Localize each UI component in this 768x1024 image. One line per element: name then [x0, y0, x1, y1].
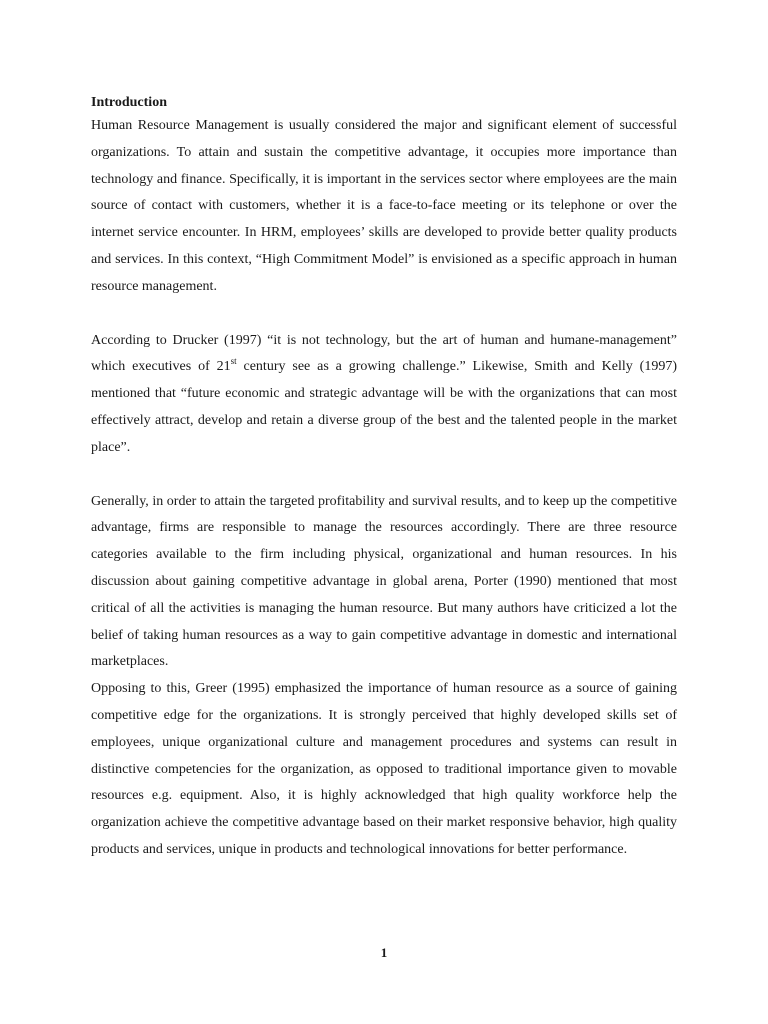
paragraph-gap: [91, 301, 677, 328]
drucker-text-after: century see as a growing challenge.” Likewise, Smith and Kelly (1997) mentioned that “future economic and strategic advantage will be with the organizations that can most effectively attract, develop and retain a diverse group of the best and the talented people in the market place”.: [91, 359, 677, 455]
paragraph-opposing: Opposing to this, Greer (1995) emphasized the importance of human resource as a source of gaining competitive edge for the organizations. It is strongly perceived that highly developed skills set of employees, unique organizational culture and management procedures and systems can result in distinctive competencies for the organization, as opposed to traditional importance given to movable resources e.g. equipment. Also, it is highly acknowledged that high quality workforce help the organization achieve the competitive advantage based on their market responsive behavior, high quality products and services, unique in products and technological innovations for better performance.: [91, 681, 677, 857]
paragraph-generally: Generally, in order to attain the targeted profitability and survival results, and to keep up the competitive advantage, firms are responsible to manage the resources accordingly. There are three resource categories available to the firm including physical, organizational and human resources. In his discussion about gaining competitive advantage in global arena, Porter (1990) mentioned that most critical of all the activities is managing the human resource. But many authors have criticized a lot the belief of taking human resources as a way to gain competitive advantage in domestic and international marketplaces.: [91, 493, 677, 670]
section-heading: Introduction: [91, 95, 167, 110]
paragraph-drucker: [91, 328, 677, 462]
page-number: 1: [380, 945, 388, 960]
drucker-text-before: According to Drucker (1997) “it is not technology, but the art of human and humane-management” which executives of 21: [91, 332, 677, 375]
ordinal-superscript: st: [230, 355, 237, 366]
paragraph-intro: Human Resource Management is usually considered the major and significant element of successful organizations. To attain and sustain the competitive advantage, it occupies more importance than technology and finance. Specifically, it is important in the services sector where employees are the main source of contact with customers, whether it is a face-to-face meeting or its telephone or over the internet service encounter. In HRM, employees’ skills are developed to provide better quality products and services. In this context, “High Commitment Model” is envisioned as a specific approach in human resource management.: [91, 118, 677, 294]
paragraph-gap: [91, 462, 677, 489]
document-page: [91, 93, 677, 864]
